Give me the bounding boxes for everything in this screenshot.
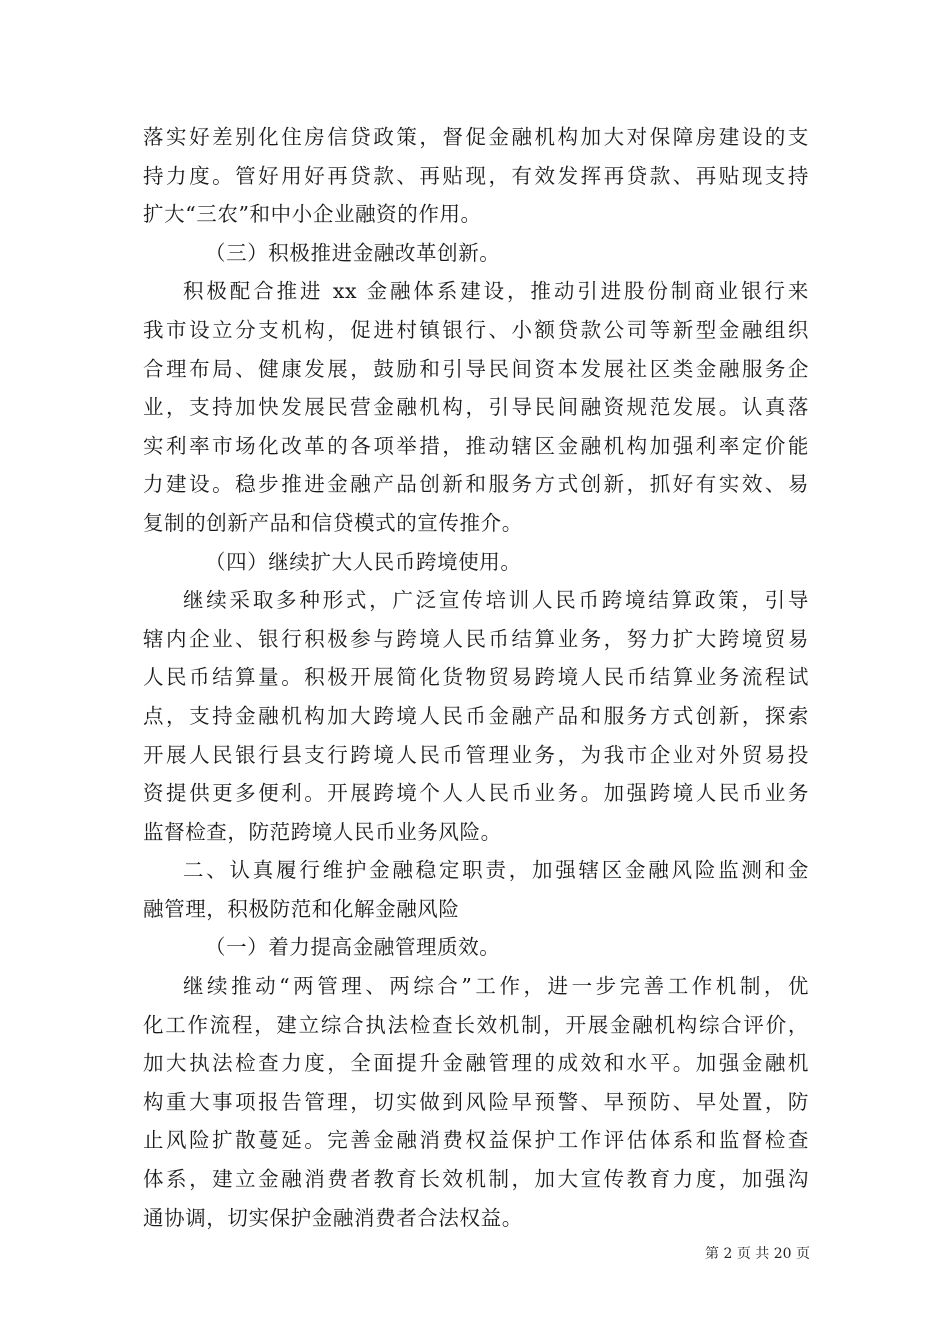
text-line: 点，支持金融机构加大跨境人民币金融产品和服务方式创新，探索 (143, 703, 809, 728)
text-line: 持力度。管好用好再贷款、再贴现，有效发挥再贷款、再贴现支持 (143, 163, 809, 188)
text-line: 继续采取多种形式，广泛宣传培训人民币跨境结算政策，引导 (183, 588, 809, 613)
text-line: （一）着力提高金融管理质效。 (205, 935, 501, 960)
text-line: 止风险扩散蔓延。完善金融消费权益保护工作评估体系和监督检查 (143, 1128, 809, 1153)
text-line: 复制的创新产品和信贷模式的宣传推介。 (143, 510, 523, 535)
text-line: 资提供更多便利。开展跨境个人人民币业务。加强跨境人民币业务 (143, 781, 809, 806)
text-line: 继续推动“两管理、两综合”工作，进一步完善工作机制，优 (183, 974, 809, 999)
text-line: （四）继续扩大人民币跨境使用。 (205, 549, 522, 574)
text-line: 扩大“三农”和中小企业融资的作用。 (143, 202, 482, 227)
text-line: 构重大事项报告管理，切实做到风险早预警、早预防、早处置，防 (143, 1089, 809, 1114)
text-line: （三）积极推进金融改革创新。 (205, 240, 501, 265)
text-line: 力建设。稳步推进金融产品创新和服务方式创新，抓好有实效、易 (143, 472, 809, 497)
page-number: 第 2 页 共 20 页 (705, 1246, 810, 1262)
text-line: 开展人民银行县支行跨境人民币管理业务，为我市企业对外贸易投 (143, 742, 809, 767)
text-line: 通协调，切实保护金融消费者合法权益。 (143, 1205, 523, 1230)
text-line: 辖内企业、银行积极参与跨境人民币结算业务，努力扩大跨境贸易 (143, 626, 809, 651)
text-line: 我市设立分支机构，促进村镇银行、小额贷款公司等新型金融组织 (143, 317, 809, 342)
text-line: 业，支持加快发展民营金融机构，引导民间融资规范发展。认真落 (143, 395, 809, 420)
text-line: 体系，建立金融消费者教育长效机制，加大宣传教育力度，加强沟 (143, 1167, 809, 1192)
text-line: 合理布局、健康发展，鼓励和引导民间资本发展社区类金融服务企 (143, 356, 809, 381)
text-line: 人民币结算量。积极开展简化货物贸易跨境人民币结算业务流程试 (143, 665, 809, 690)
document-body (143, 118, 809, 1237)
text-line: 实利率市场化改革的各项举措，推动辖区金融机构加强利率定价能 (143, 433, 809, 458)
text-line: 融管理，积极防范和化解金融风险 (143, 896, 460, 921)
text-line: 二、认真履行维护金融稳定职责，加强辖区金融风险监测和金 (183, 858, 809, 883)
text-line: 落实好差别化住房信贷政策，督促金融机构加大对保障房建设的支 (143, 125, 809, 149)
text-line: 监督检查，防范跨境人民币业务风险。 (143, 819, 502, 844)
text-line: 积极配合推进 xx 金融体系建设，推动引进股份制商业银行来 (183, 279, 809, 304)
text-line: 加大执法检查力度，全面提升金融管理的成效和水平。加强金融机 (143, 1051, 809, 1076)
text-line: 化工作流程，建立综合执法检查长效机制，开展金融机构综合评价， (143, 1012, 809, 1037)
